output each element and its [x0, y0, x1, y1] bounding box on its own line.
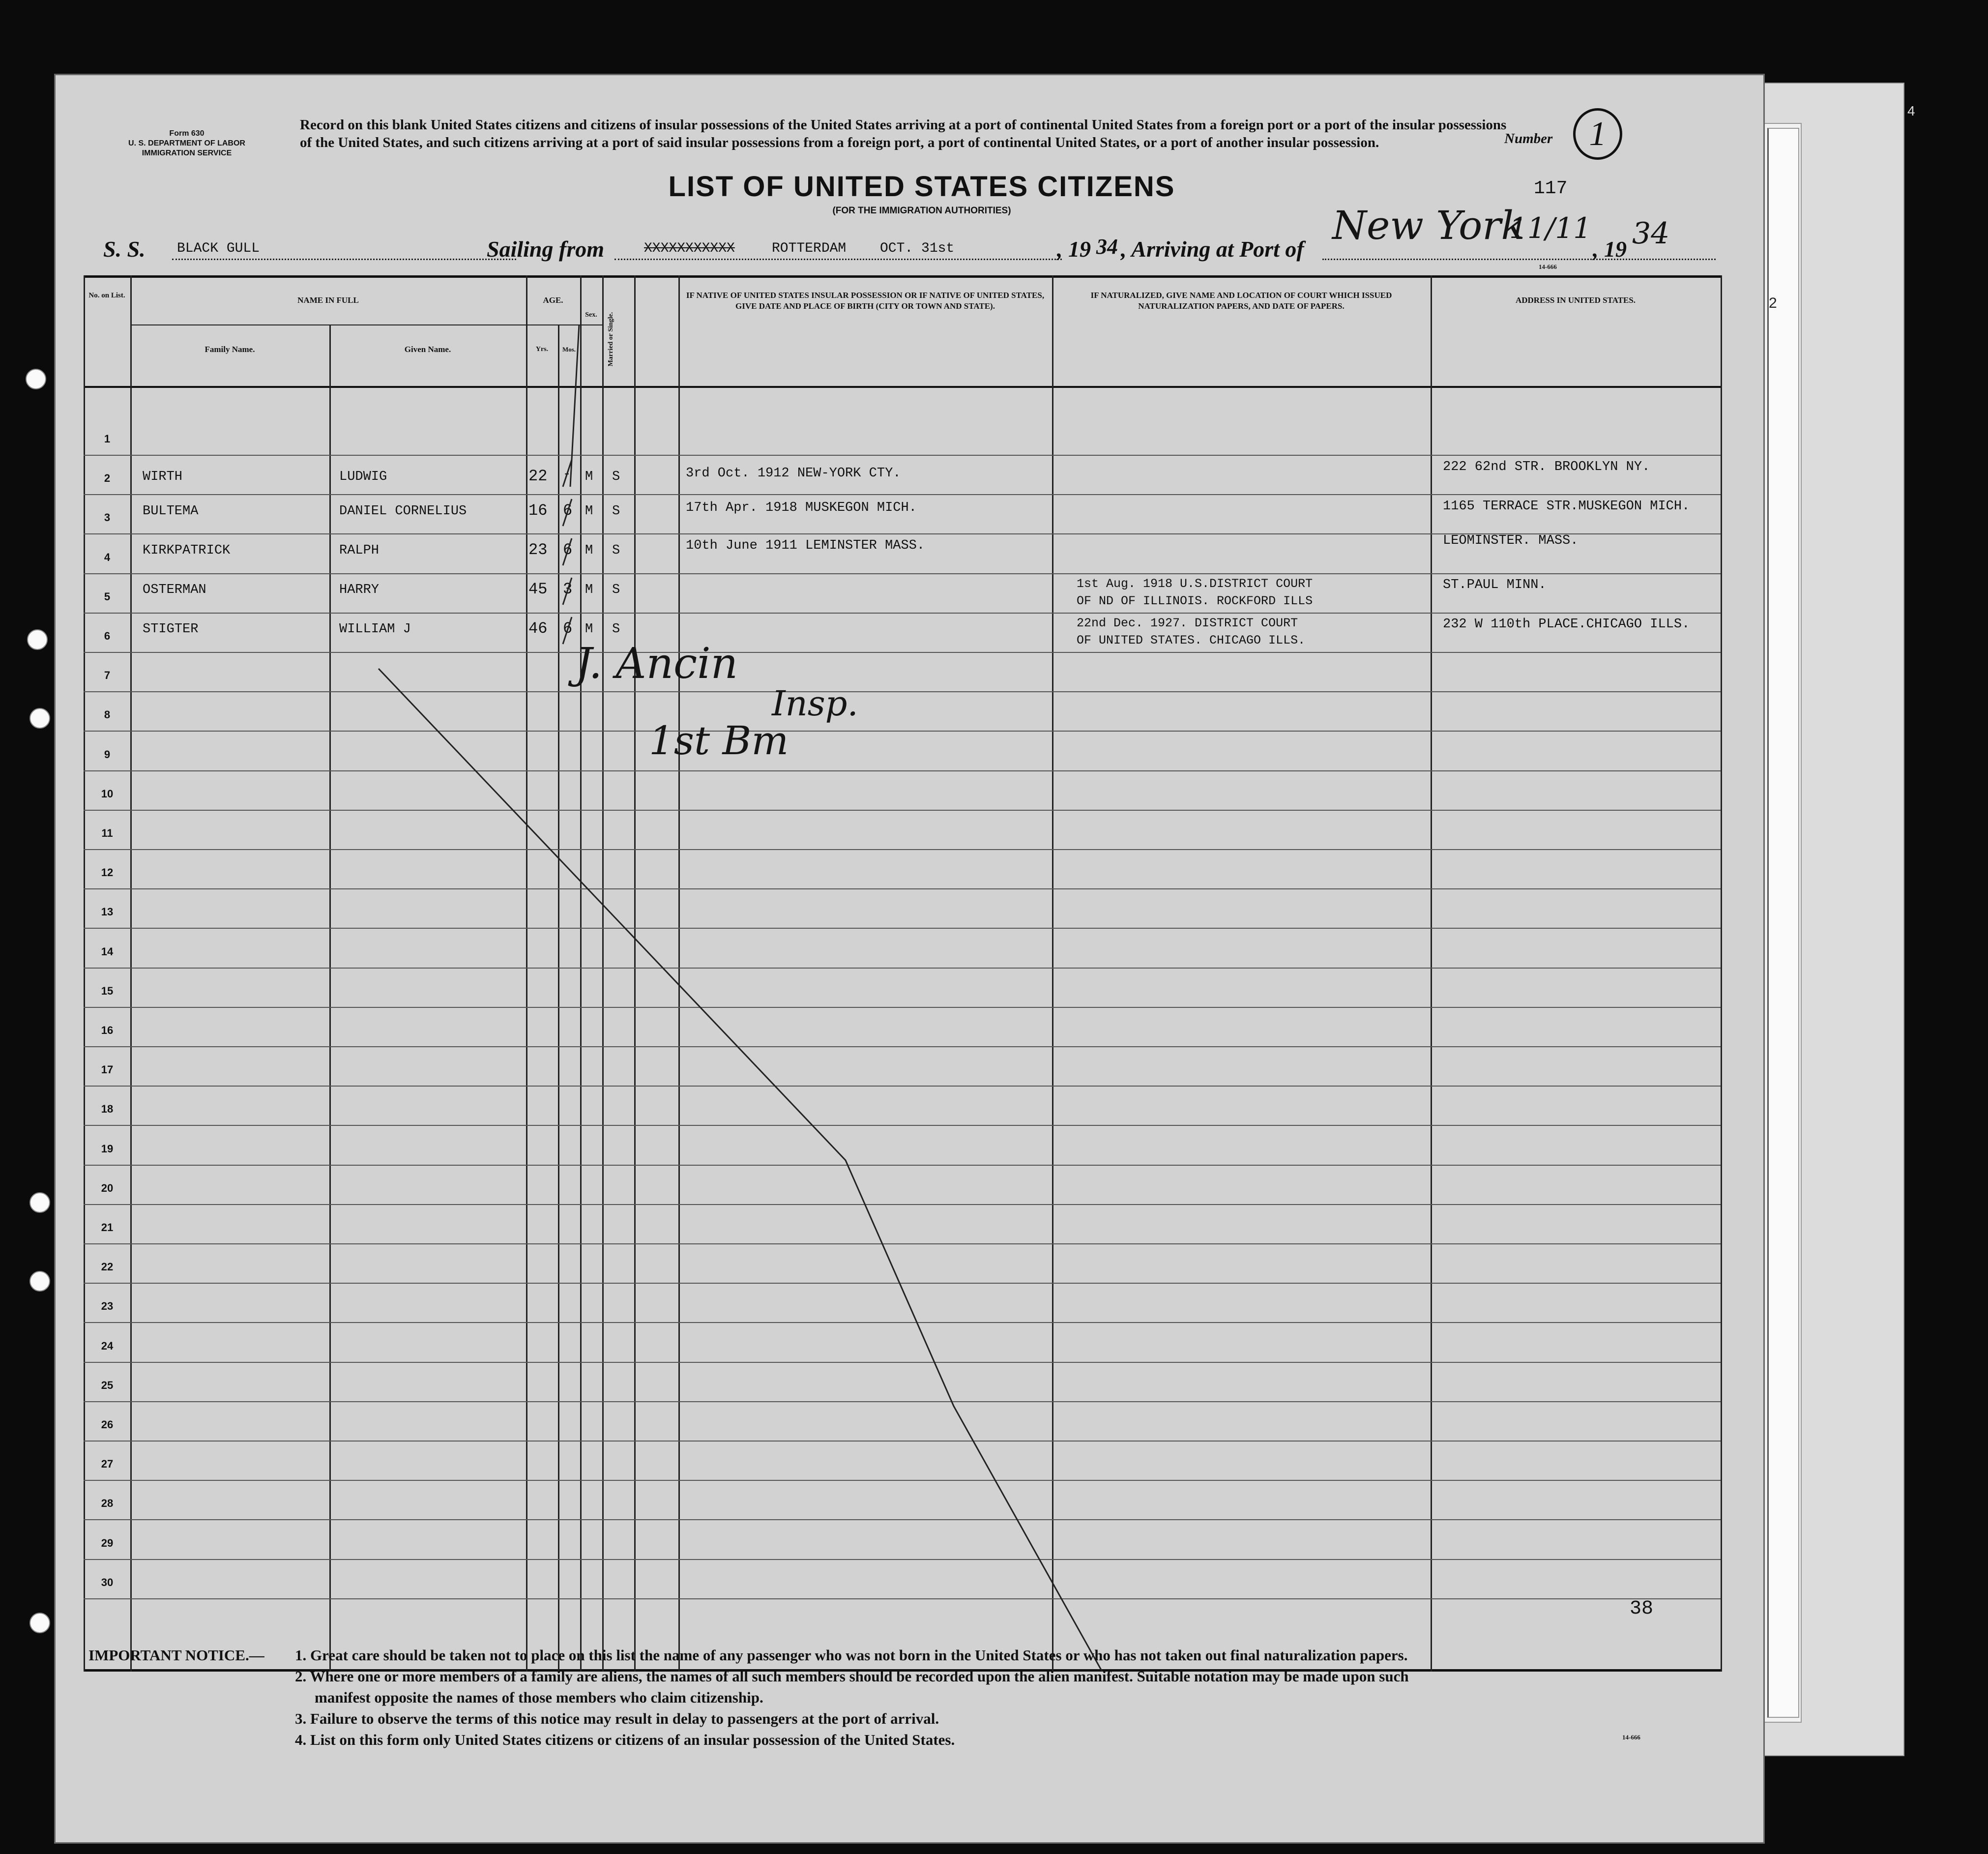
list-number: 1 [1573, 108, 1622, 160]
footer-form-code: 14-666 [1622, 1734, 1640, 1741]
age-months-cell: 6 [563, 501, 573, 520]
notice-item: manifest opposite the names of those members who claim citizenship. [315, 1689, 763, 1706]
row-number: 18 [101, 1103, 114, 1116]
marital-cell: S [612, 543, 620, 558]
page-number: 38 [1630, 1598, 1654, 1620]
underlying-page-edge [1767, 128, 1799, 1718]
inspector-board-note: 1st Bm [649, 718, 789, 764]
sailing-port: ROTTERDAM [772, 241, 847, 256]
row-number: 8 [104, 708, 111, 721]
record-instructions: Record on this blank United States citizens and citizens of insular possessions of the United States arriving at a port of continental United States from a foreign port or a port of the insular possessions of the United States, and such citizens arriving at a port of said insular possessions from a foreign port, a port of continental United States, or a port of another insular possession. [300, 117, 1507, 150]
row-number: 2 [104, 472, 111, 485]
address-cell: ST.PAUL MINN. [1443, 578, 1547, 592]
birth-cell: 17th Apr. 1918 MUSKEGON MICH. [686, 500, 917, 515]
row-number: 7 [104, 669, 111, 682]
row-number: 1 [104, 433, 111, 445]
age-months-cell: 3 [563, 580, 573, 598]
row-number: 15 [101, 984, 114, 997]
col-header-yrs: Yrs. [535, 346, 549, 353]
col-header-age: AGE. [543, 295, 563, 305]
row-number: 13 [101, 906, 114, 918]
address-cell: 232 W 110th PLACE.CHICAGO ILLS. [1443, 617, 1690, 632]
naturalization-cell-line2: OF ND OF ILLINOIS. ROCKFORD ILLS [1077, 594, 1313, 608]
notice-item: 2. Where one or more members of a family are aliens, the names of all such members should be recorded upon the alien manifest. Suitable notation may be made upon such [295, 1668, 1409, 1685]
row-number: 24 [101, 1339, 114, 1352]
age-months-cell: - [563, 467, 571, 482]
naturalization-cell: 1st Aug. 1918 U.S.DISTRICT COURT [1077, 577, 1313, 591]
binding-hole [29, 1192, 50, 1213]
col-header-married: Married or Single. [607, 312, 614, 367]
given-name-cell: RALPH [339, 543, 380, 558]
naturalization-cell: 22nd Dec. 1927. DISTRICT COURT [1077, 616, 1298, 630]
row-number: 23 [101, 1300, 114, 1313]
corner-mark: 4 [1907, 103, 1915, 118]
marital-cell: S [612, 470, 620, 484]
address-cell: 1165 TERRACE STR.MUSKEGON MICH. [1443, 499, 1690, 514]
page-title: LIST OF UNITED STATES CITIZENS [668, 171, 1175, 203]
marital-cell: S [612, 504, 620, 519]
address-cell: LEOMINSTER. MASS. [1443, 533, 1579, 548]
arrival-port: New York [1332, 203, 1525, 248]
notice-heading: IMPORTANT NOTICE.— [88, 1647, 264, 1664]
col-header-birth: IF NATIVE OF UNITED STATES INSULAR POSSESSION OR IF NATIVE OF UNITED STATES, GIVE DATE AND PLACE OF BIRTH (CITY OR TOWN AND STATE). [686, 291, 1045, 311]
row-number: 5 [104, 590, 111, 603]
sex-cell: M [585, 583, 593, 597]
cancel-stroke-layer [84, 275, 1721, 1672]
arrival-year-suffix: 34 [1632, 216, 1670, 251]
department-name: U. S. DEPARTMENT OF LABOR [128, 139, 245, 147]
row-number: 11 [101, 827, 113, 839]
document-number: 117 [1534, 178, 1568, 199]
row-number: 19 [101, 1142, 114, 1155]
side-mark: 2 [1769, 295, 1777, 311]
binding-hole [29, 708, 50, 729]
manifest-page [54, 74, 1765, 1844]
arrival-date: 11/11 [1509, 211, 1592, 245]
birth-cell: 3rd Oct. 1912 NEW-YORK CTY. [686, 466, 901, 481]
col-header-address: ADDRESS IN UNITED STATES. [1515, 295, 1636, 305]
row-number: 26 [101, 1418, 114, 1431]
row-number: 14 [101, 945, 114, 958]
row-number: 27 [101, 1458, 114, 1471]
col-rule [1721, 275, 1722, 1672]
row-number: 6 [104, 630, 111, 642]
notice-item: 4. List on this form only United States citizens or citizens of an insular possession of the United States. [295, 1731, 955, 1748]
col-header-name-in-full: NAME IN FULL [297, 295, 359, 305]
sailing-label: Sailing from [487, 236, 605, 262]
notice-item: 3. Failure to observe the terms of this notice may result in delay to passengers at the port of arrival. [295, 1710, 939, 1727]
col-header-no: No. on List. [88, 292, 125, 299]
inspector-signature: J. Ancin [575, 639, 738, 688]
family-name-cell: OSTERMAN [143, 583, 206, 597]
row-number: 4 [104, 551, 111, 563]
col-header-naturalized: IF NATURALIZED, GIVE NAME AND LOCATION OF COURT WHICH ISSUED NATURALIZATION PAPERS, AND DATE OF PAPERS. [1090, 291, 1392, 311]
row-number: 28 [101, 1497, 114, 1510]
number-label: Number [1504, 131, 1553, 147]
age-years-cell: 16 [528, 501, 548, 520]
age-years-cell: 45 [528, 580, 548, 598]
given-name-cell: HARRY [339, 583, 380, 597]
passenger-table [84, 275, 1721, 1672]
col-header-family-name: Family Name. [205, 345, 255, 354]
marital-cell: S [612, 622, 620, 637]
row-number: 30 [101, 1576, 114, 1589]
small-form-code: 14-666 [1539, 263, 1557, 270]
row-number: 17 [101, 1063, 114, 1076]
sex-cell: M [585, 470, 593, 484]
given-name-cell: DANIEL CORNELIUS [339, 504, 467, 519]
form-number: Form 630 [169, 129, 205, 138]
page-subtitle: (FOR THE IMMIGRATION AUTHORITIES) [832, 206, 1011, 216]
row-number: 21 [101, 1221, 114, 1234]
ss-label: S. S. [103, 236, 146, 262]
sailing-year-suffix: 34 [1096, 235, 1118, 259]
col-header-given-name: Given Name. [404, 345, 451, 354]
family-name-cell: WIRTH [143, 470, 183, 484]
sailing-year-prefix: , 19 [1057, 236, 1091, 262]
row-number: 22 [101, 1261, 114, 1273]
col-header-sex: Sex. [585, 311, 597, 319]
row-number: 9 [104, 748, 111, 761]
sex-cell: M [585, 504, 593, 519]
birth-cell: 10th June 1911 LEMINSTER MASS. [686, 538, 925, 553]
binding-hole [26, 369, 46, 389]
age-months-cell: 6 [563, 619, 573, 638]
service-name: IMMIGRATION SERVICE [142, 149, 232, 157]
row-number: 3 [104, 511, 111, 524]
family-name-cell: STIGTER [143, 622, 199, 637]
tick-mark [563, 324, 579, 644]
family-name-cell: BULTEMA [143, 504, 199, 519]
col-header-mos: Mos. [562, 346, 576, 353]
notice-item: 1. Great care should be taken not to place on this list the name of any passenger who was not born in the United States or who has not taken out final naturalization papers. [295, 1647, 1408, 1664]
row-number: 12 [101, 866, 114, 879]
ship-name: BLACK GULL [177, 241, 260, 256]
sex-cell: M [585, 622, 593, 637]
row-number: 25 [101, 1379, 114, 1391]
row-number: 10 [101, 787, 114, 800]
diagonal-cancel-line [379, 669, 1116, 1672]
family-name-cell: KIRKPATRICK [143, 543, 231, 558]
row-number: 29 [101, 1536, 114, 1549]
age-months-cell: 6 [563, 541, 573, 559]
sailing-struck-text: XXXXXXXXXXX [644, 241, 735, 256]
age-years-cell: 23 [528, 541, 548, 559]
sex-cell: M [585, 543, 593, 558]
arrival-year-prefix: , 19 [1593, 236, 1627, 262]
inspector-title: Insp. [772, 683, 858, 724]
sailing-date: OCT. 31st [880, 241, 955, 256]
marital-cell: S [612, 583, 620, 597]
arriving-label: , Arriving at Port of [1121, 236, 1304, 262]
row-number: 20 [101, 1181, 114, 1194]
binding-hole [29, 1271, 50, 1292]
given-name-cell: LUDWIG [339, 470, 387, 484]
address-cell: 222 62nd STR. BROOKLYN NY. [1443, 460, 1650, 474]
binding-hole [29, 1613, 50, 1633]
form-id-block [113, 129, 261, 158]
naturalization-cell-line2: OF UNITED STATES. CHICAGO ILLS. [1077, 633, 1306, 647]
age-years-cell: 46 [528, 619, 548, 638]
row-number: 16 [101, 1024, 114, 1036]
given-name-cell: WILLIAM J [339, 622, 411, 637]
age-years-cell: 22 [528, 467, 548, 485]
binding-hole [27, 629, 48, 650]
